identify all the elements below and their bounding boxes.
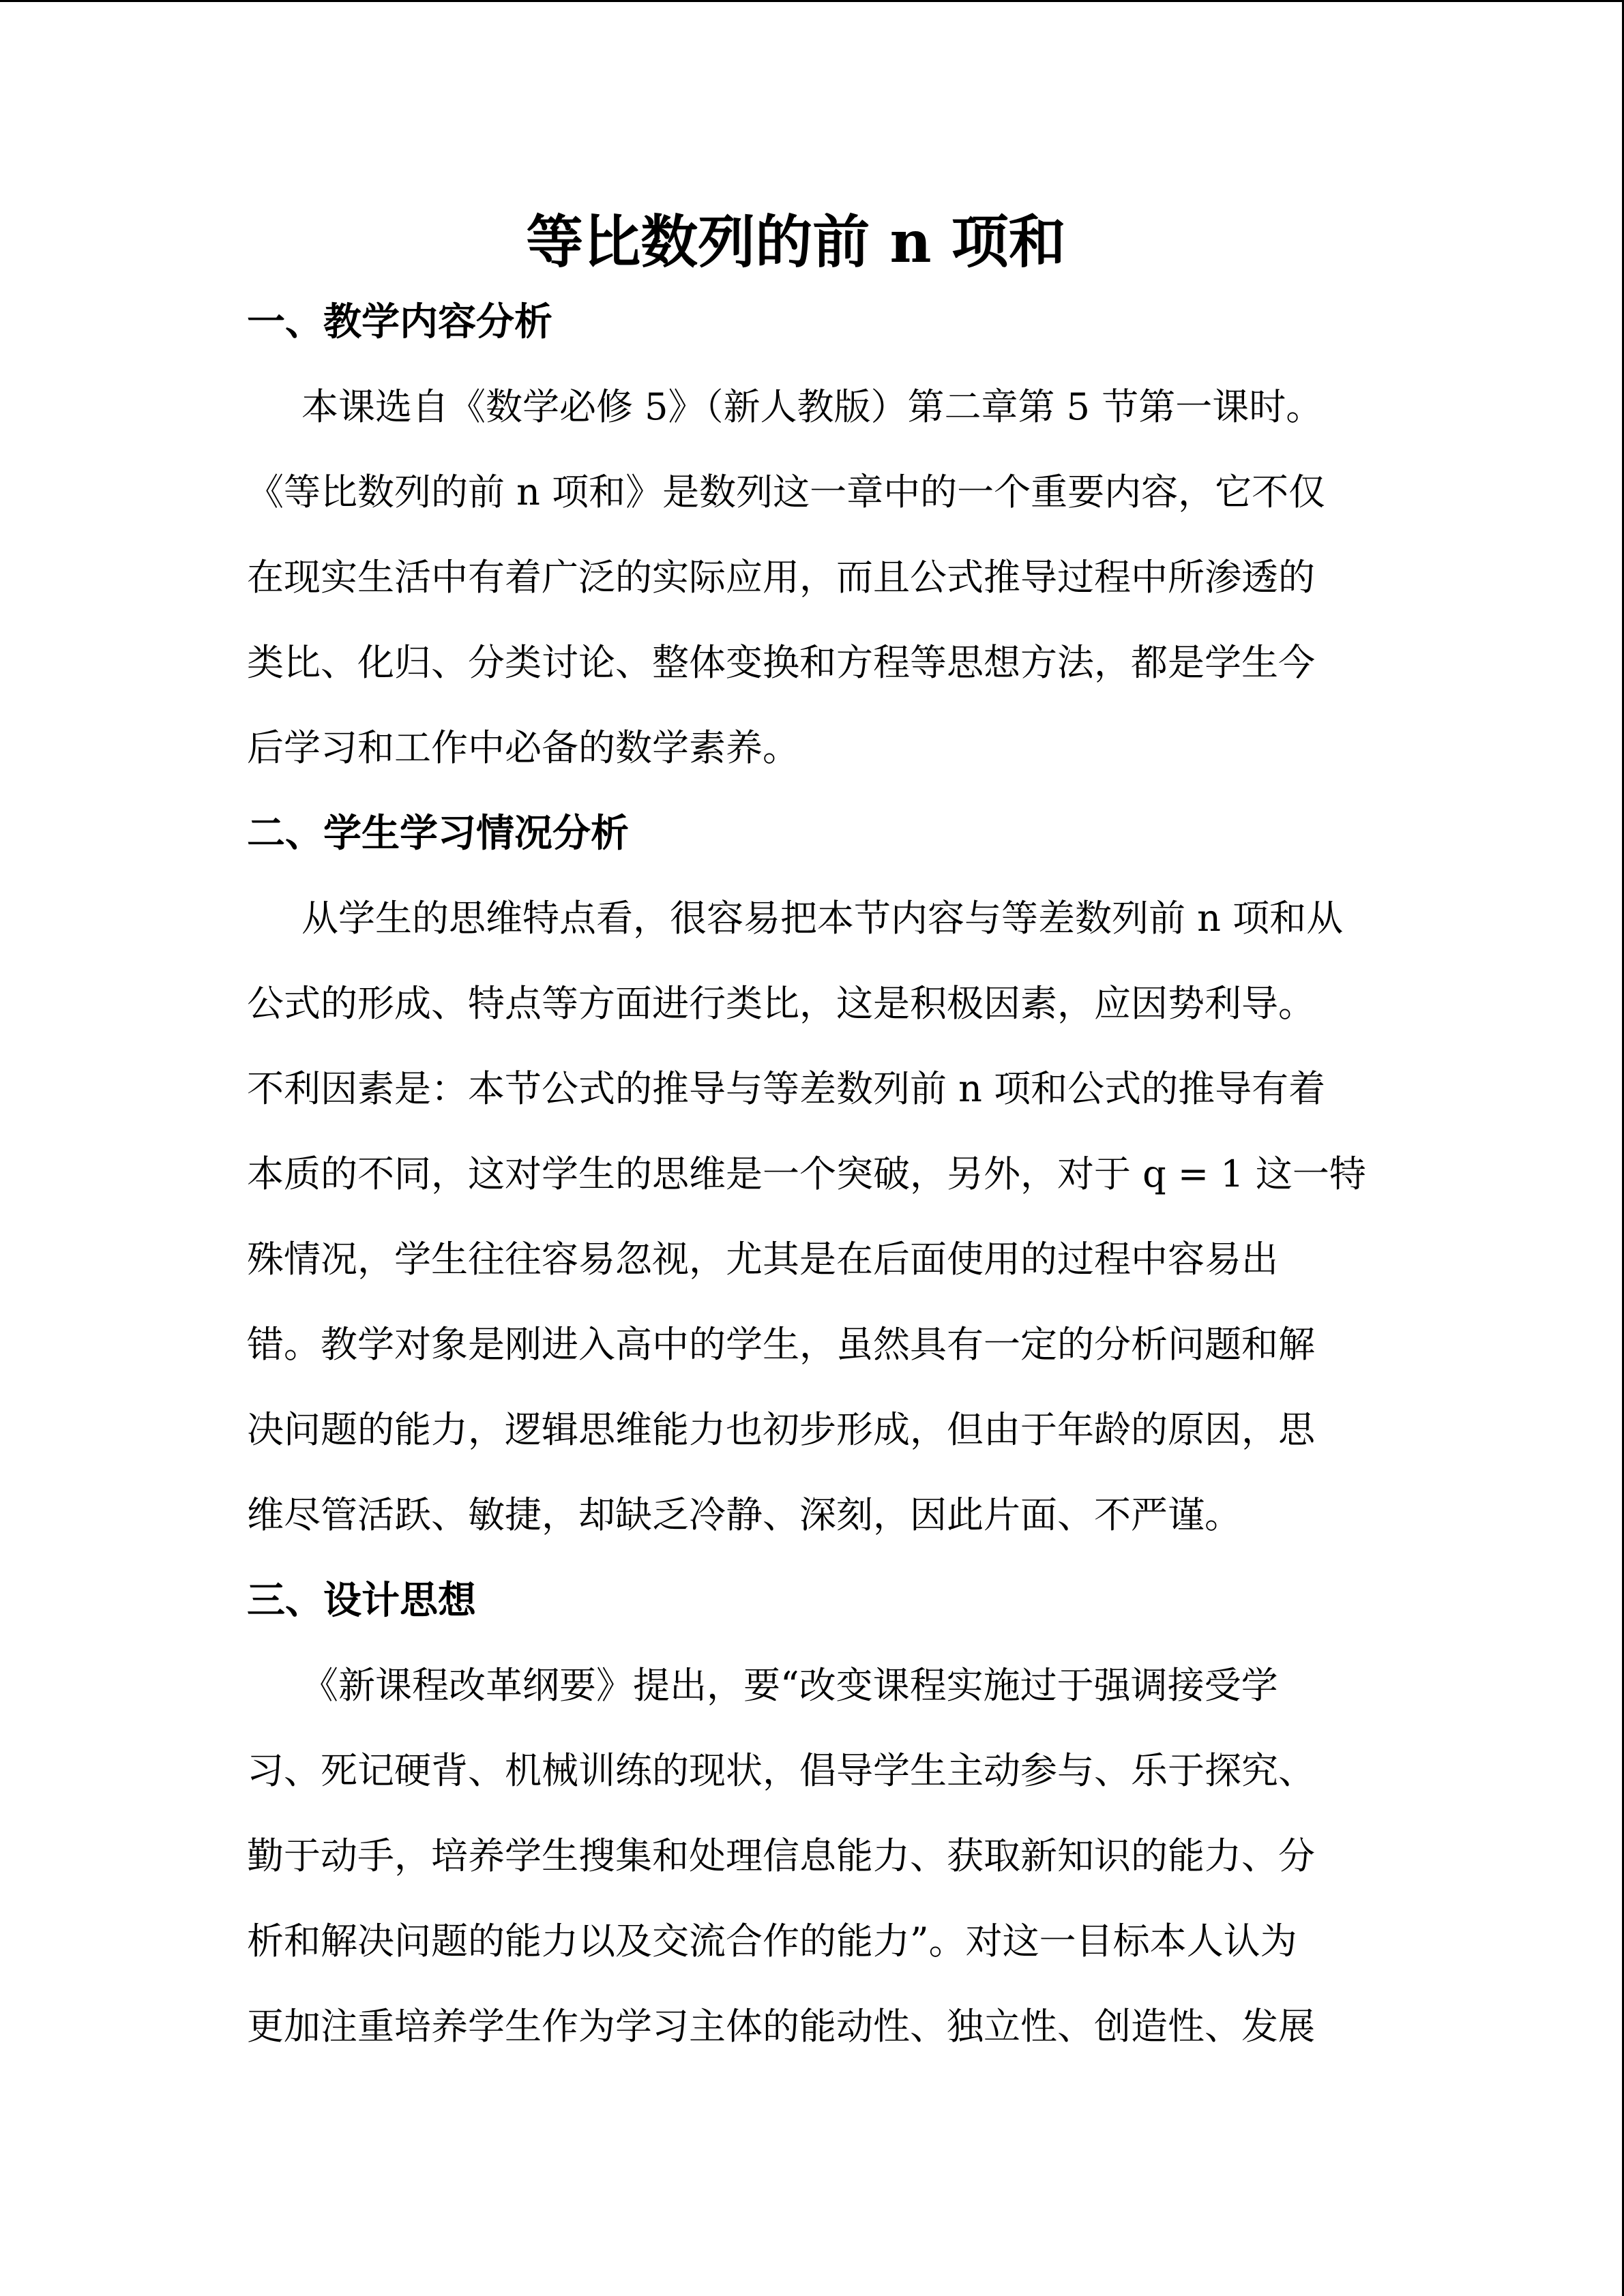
paragraph-line: 维尽管活跃、敏捷，却缺乏冷静、深刻，因此片面、不严谨。 <box>247 1493 1241 1536</box>
paragraph-line: 勤于动手，培养学生搜集和处理信息能力、获取新知识的能力、分 <box>247 1834 1315 1877</box>
paragraph-line: 《新课程改革纲要》提出，要“改变课程实施过于强调接受学 <box>301 1664 1278 1707</box>
document-title: 等比数列的前 n 项和 <box>526 208 1066 275</box>
paragraph-line: 《等比数列的前 n 项和》是数列这一章中的一个重要内容，它不仅 <box>247 471 1326 513</box>
paragraph-line: 习、死记硬背、机械训练的现状，倡导学生主动参与、乐于探究、 <box>247 1749 1315 1792</box>
paragraph-line: 决问题的能力，逻辑思维能力也初步形成，但由于年龄的原因，思 <box>247 1408 1315 1451</box>
section-heading-student-analysis: 二、学生学习情况分析 <box>247 811 629 856</box>
section-heading-design-thinking: 三、设计思想 <box>247 1578 476 1623</box>
paragraph-line: 本质的不同，这对学生的思维是一个突破，另外，对于 q = 1 这一特 <box>247 1152 1366 1195</box>
paragraph-line: 从学生的思维特点看，很容易把本节内容与等差数列前 n 项和从 <box>301 897 1344 940</box>
paragraph-line: 殊情况，学生往往容易忽视，尤其是在后面使用的过程中容易出 <box>247 1238 1278 1281</box>
paragraph-line: 错。教学对象是刚进入高中的学生，虽然具有一定的分析问题和解 <box>247 1323 1315 1366</box>
paragraph-line: 后学习和工作中必备的数学素养。 <box>247 726 799 769</box>
paragraph-line: 更加注重培养学生作为学习主体的能动性、独立性、创造性、发展 <box>247 2005 1315 2048</box>
paragraph-line: 本课选自《数学必修 5》（新人教版）第二章第 5 节第一课时。 <box>301 385 1323 428</box>
paragraph-line: 不利因素是：本节公式的推导与等差数列前 n 项和公式的推导有着 <box>247 1067 1326 1110</box>
paragraph-line: 析和解决问题的能力以及交流合作的能力”。对这一目标本人认为 <box>247 1920 1297 1963</box>
paragraph-line: 公式的形成、特点等方面进行类比，这是积极因素，应因势利导。 <box>247 982 1315 1025</box>
section-heading-content-analysis: 一、教学内容分析 <box>247 299 552 344</box>
paragraph-line: 在现实生活中有着广泛的实际应用，而且公式推导过程中所渗透的 <box>247 556 1315 599</box>
paragraph-line: 类比、化归、分类讨论、整体变换和方程等思想方法，都是学生今 <box>247 641 1315 684</box>
